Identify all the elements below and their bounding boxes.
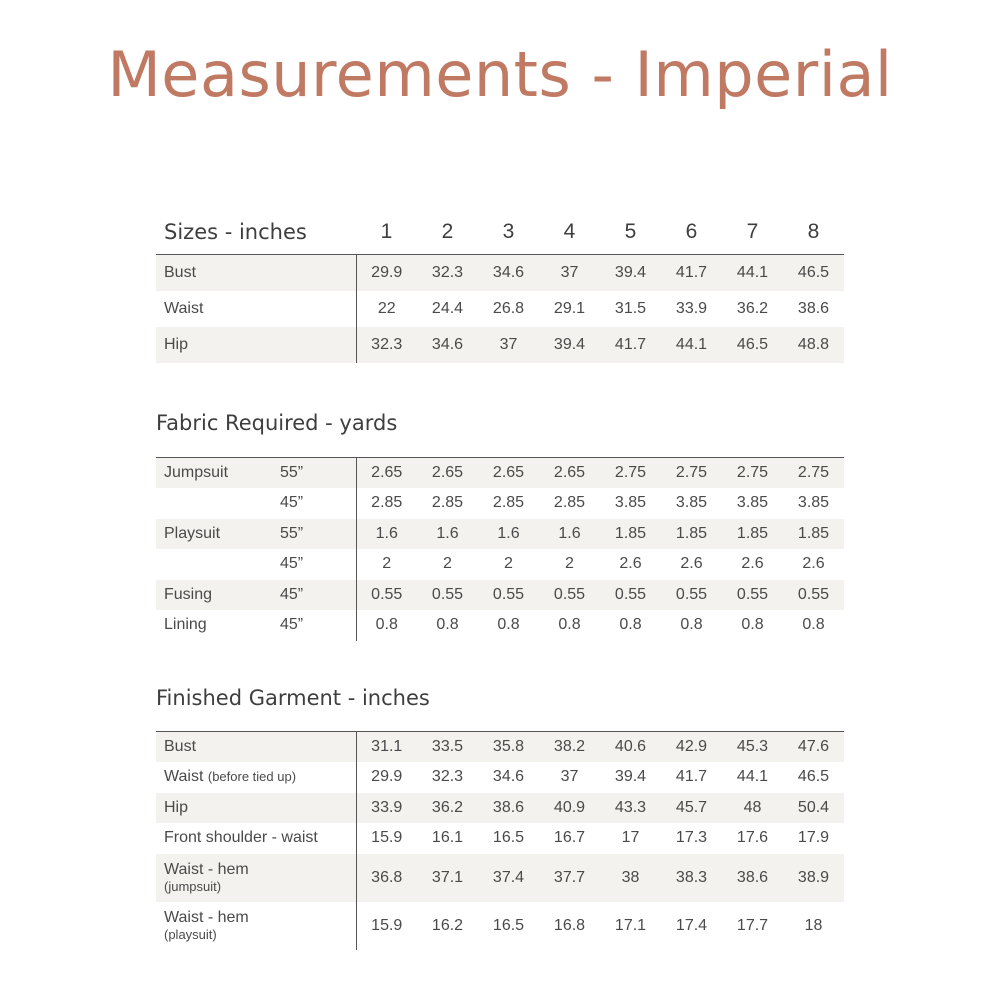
value-cell: 0.8: [741, 616, 764, 634]
value-cell: 2.65: [356, 458, 417, 489]
table-row: [156, 488, 844, 519]
value-cell: 2.6: [741, 555, 764, 573]
value-cell: 50.4: [783, 793, 844, 824]
value-cell: 37.4: [478, 854, 539, 902]
value-cell: 0.55: [478, 580, 539, 611]
value-cell: 42.9: [661, 732, 722, 763]
value-cell: 2.6: [619, 555, 642, 573]
row-label: Bust: [164, 263, 197, 281]
value-cell: 44.1: [722, 255, 783, 291]
value-cell: 17.1: [614, 916, 647, 934]
value-cell: 37: [478, 327, 539, 363]
size-header: 6: [661, 210, 722, 255]
value-cell: 38.3: [661, 854, 722, 902]
value-cell: 33.5: [417, 732, 478, 763]
row-label: Waist: [164, 768, 204, 786]
value-cell: 37.1: [417, 854, 478, 902]
value-cell: 17.3: [675, 829, 708, 847]
value-cell: 47.6: [783, 732, 844, 763]
table-row: [156, 519, 844, 550]
row-label-wrap: [164, 861, 356, 895]
value-cell: 17.9: [797, 829, 830, 847]
value-cell: 15.9: [371, 916, 403, 934]
value-cell: 2: [382, 555, 392, 573]
fabric-width: 55”: [280, 464, 304, 481]
row-label-cell: [156, 458, 356, 489]
size-header: 2: [417, 210, 478, 255]
row-label-cell: [156, 732, 356, 763]
value-cell: 2.85: [492, 494, 525, 512]
table-row: [156, 732, 844, 763]
value-cell: 29.9: [356, 255, 417, 291]
value-cell: 41.7: [661, 255, 722, 291]
value-cell: 1.85: [783, 519, 844, 550]
value-cell: 36.2: [736, 299, 769, 317]
value-cell: 17.6: [736, 829, 769, 847]
fabric-width: 45”: [280, 494, 304, 512]
value-cell: 39.4: [600, 255, 661, 291]
value-cell: 32.3: [431, 768, 464, 786]
value-cell: 44.1: [661, 327, 722, 363]
row-label-cell: [156, 793, 356, 824]
row-label-cell: [156, 488, 356, 519]
value-cell: 0.55: [417, 580, 478, 611]
value-cell: 36.8: [356, 854, 417, 902]
table-row: [156, 549, 844, 580]
value-cell: 2: [443, 555, 452, 573]
value-cell: 16.1: [431, 829, 464, 847]
value-cell: 31.5: [614, 299, 647, 317]
value-cell: 44.1: [736, 768, 769, 786]
fabric-width: 45”: [280, 585, 304, 603]
table-row: [156, 580, 844, 611]
garment-section-title: Finished Garment - inches: [156, 686, 430, 710]
table-row: [156, 291, 844, 327]
value-cell: 2.65: [478, 458, 539, 489]
value-cell: 32.3: [417, 255, 478, 291]
value-cell: 1.85: [722, 519, 783, 550]
row-label-cell: [156, 291, 356, 327]
value-cell: 37.7: [539, 854, 600, 902]
fabric-width: 45”: [280, 616, 304, 634]
row-label: Playsuit: [164, 524, 221, 542]
value-cell: 37: [539, 255, 600, 291]
value-cell: 15.9: [371, 829, 403, 847]
table-row: [156, 793, 844, 824]
sizes-header-row: [156, 210, 844, 255]
value-cell: 24.4: [431, 299, 464, 317]
value-cell: 16.7: [553, 829, 586, 847]
value-cell: 0.8: [802, 616, 825, 634]
sizes-table: [156, 210, 844, 363]
row-label-cell: [156, 519, 356, 550]
value-cell: 39.4: [614, 768, 647, 786]
value-cell: 39.4: [539, 327, 600, 363]
value-cell: 17.4: [675, 916, 708, 934]
value-cell: 36.2: [417, 793, 478, 824]
value-cell: 45.3: [722, 732, 783, 763]
value-cell: 0.55: [600, 580, 661, 611]
row-label-cell: [156, 823, 356, 854]
size-header: 5: [600, 210, 661, 255]
value-cell: 0.55: [539, 580, 600, 611]
row-label: Waist - hem: [164, 908, 249, 926]
value-cell: 0.55: [356, 580, 417, 611]
value-cell: 0.8: [497, 616, 520, 634]
value-cell: 38.9: [783, 854, 844, 902]
value-cell: 16.8: [553, 916, 586, 934]
value-cell: 32.3: [356, 327, 417, 363]
value-cell: 38.6: [797, 299, 830, 317]
value-cell: 16.2: [431, 916, 464, 934]
value-cell: 40.9: [539, 793, 600, 824]
value-cell: 16.5: [492, 916, 525, 934]
row-label: Lining: [164, 616, 207, 634]
value-cell: 17: [621, 829, 640, 847]
value-cell: 2.75: [722, 458, 783, 489]
row-note: (before tied up): [207, 769, 297, 785]
value-cell: 0.55: [783, 580, 844, 611]
value-cell: 2.85: [371, 494, 403, 512]
fabric-width: 55”: [280, 524, 304, 542]
table-row: [156, 327, 844, 363]
value-cell: 3.85: [797, 494, 830, 512]
row-label: Hip: [164, 798, 189, 816]
value-cell: 3.85: [736, 494, 769, 512]
table-row: [156, 902, 844, 950]
value-cell: 3.85: [675, 494, 708, 512]
value-cell: 48: [722, 793, 783, 824]
value-cell: 26.8: [492, 299, 525, 317]
value-cell: 33.9: [675, 299, 708, 317]
value-cell: 1.85: [600, 519, 661, 550]
row-label: Bust: [164, 738, 197, 755]
value-cell: 2.75: [661, 458, 722, 489]
row-label: Jumpsuit: [164, 464, 229, 481]
value-cell: 2.75: [600, 458, 661, 489]
fabric-width: 45”: [280, 555, 304, 573]
table-row: [156, 610, 844, 641]
value-cell: 31.1: [356, 732, 417, 763]
value-cell: 41.7: [600, 327, 661, 363]
value-cell: 41.7: [675, 768, 708, 786]
value-cell: 17.7: [736, 916, 769, 934]
size-header: 1: [356, 210, 417, 255]
size-header: 3: [478, 210, 539, 255]
sizes-header-label: Sizes - inches: [156, 210, 356, 255]
value-cell: 29.1: [553, 299, 586, 317]
value-cell: 1.6: [478, 519, 539, 550]
table-row: [156, 458, 844, 489]
value-cell: 18: [804, 916, 823, 934]
value-cell: 38.6: [722, 854, 783, 902]
row-label-cell: [156, 902, 356, 950]
value-cell: 34.6: [417, 327, 478, 363]
size-header: 8: [783, 210, 844, 255]
row-label-wrap: [164, 909, 356, 943]
value-cell: 1.6: [539, 519, 600, 550]
fabric-table: [156, 457, 844, 641]
value-cell: 35.8: [478, 732, 539, 763]
row-label-cell: [156, 610, 356, 641]
value-cell: 2: [565, 555, 574, 573]
value-cell: 48.8: [783, 327, 844, 363]
row-label-cell: [156, 255, 356, 291]
row-label: Waist - hem: [164, 860, 249, 878]
value-cell: 2.6: [802, 555, 825, 573]
value-cell: 2.75: [783, 458, 844, 489]
value-cell: 34.6: [492, 768, 525, 786]
table-row: [156, 823, 844, 854]
row-label-cell: [156, 327, 356, 363]
size-header: 7: [722, 210, 783, 255]
value-cell: 1.6: [417, 519, 478, 550]
value-cell: 34.6: [478, 255, 539, 291]
value-cell: 0.8: [436, 616, 459, 634]
table-row: [156, 255, 844, 291]
value-cell: 37: [560, 768, 579, 786]
value-cell: 46.5: [722, 327, 783, 363]
size-header: 4: [539, 210, 600, 255]
value-cell: 33.9: [356, 793, 417, 824]
value-cell: 22: [377, 299, 396, 317]
value-cell: 43.3: [600, 793, 661, 824]
value-cell: 1.85: [661, 519, 722, 550]
row-label: Waist: [164, 299, 204, 317]
value-cell: 2.6: [680, 555, 703, 573]
row-note: (playsuit): [164, 926, 217, 942]
value-cell: 2.85: [553, 494, 586, 512]
value-cell: 0.8: [619, 616, 642, 634]
value-cell: 0.8: [680, 616, 703, 634]
value-cell: 0.8: [558, 616, 581, 634]
table-row: [156, 762, 844, 793]
value-cell: 2.85: [431, 494, 464, 512]
value-cell: 38.2: [539, 732, 600, 763]
value-cell: 38.6: [478, 793, 539, 824]
row-label: Hip: [164, 335, 189, 353]
value-cell: 45.7: [661, 793, 722, 824]
value-cell: 16.5: [492, 829, 525, 847]
value-cell: 29.9: [371, 768, 403, 786]
row-label-cell: [156, 854, 356, 902]
value-cell: 1.6: [356, 519, 417, 550]
row-label-cell: [156, 549, 356, 580]
row-note: (jumpsuit): [164, 878, 222, 894]
value-cell: 0.55: [661, 580, 722, 611]
value-cell: 38: [600, 854, 661, 902]
value-cell: 2.65: [417, 458, 478, 489]
row-label-cell: [156, 762, 356, 793]
row-label: Front shoulder - waist: [164, 829, 318, 847]
value-cell: 2: [504, 555, 513, 573]
value-cell: 40.6: [600, 732, 661, 763]
value-cell: 0.8: [375, 616, 398, 634]
value-cell: 3.85: [614, 494, 647, 512]
value-cell: 2.65: [539, 458, 600, 489]
table-row: [156, 854, 844, 902]
row-label-cell: [156, 580, 356, 611]
value-cell: 46.5: [783, 255, 844, 291]
row-label: Fusing: [164, 585, 213, 603]
value-cell: 46.5: [797, 768, 830, 786]
garment-table: [156, 731, 844, 950]
value-cell: 0.55: [722, 580, 783, 611]
page-title: Measurements - Imperial: [107, 38, 893, 111]
fabric-section-title: Fabric Required - yards: [156, 411, 398, 435]
